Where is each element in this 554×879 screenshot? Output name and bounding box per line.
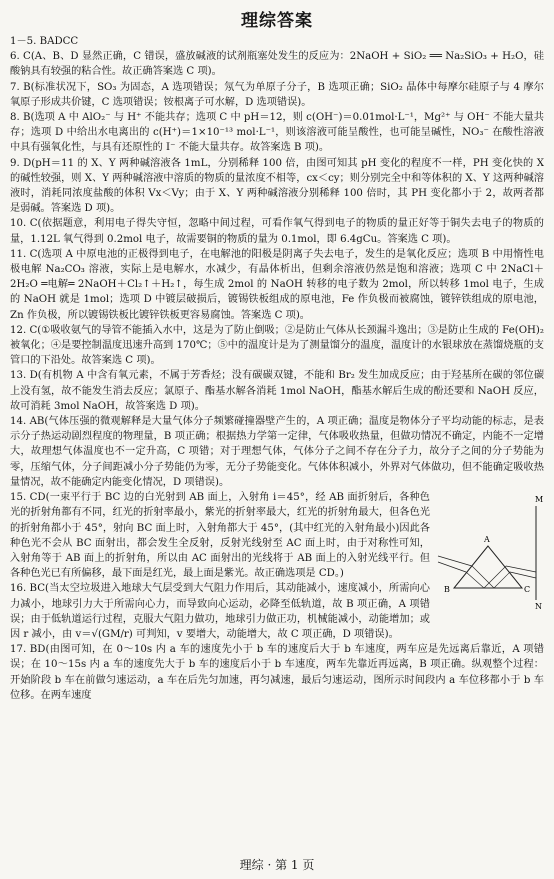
incident-ray-2: [438, 562, 466, 572]
exit-ray-2: [506, 566, 536, 572]
answer-17: 17. BD(由图可知，在 0～10s 内 a 车的速度先小于 b 车的速度后大于 b 车速度，两车应是先远离后靠近，A 项错误；在 10～15s 内 a 车的速度先大于 b 车的速度后小于 b 车速度，两车先靠近再远离，B 项正确。纵观整个过程：开始阶段 b 车在前做匀速运动，a 车在后先匀加速，再匀减速，最后匀速运动，图所示时间段内 a 车位移都小于 b 车位移。在两车速度: [10, 644, 544, 701]
figure-label-b: B: [444, 585, 450, 595]
figure-label-n: N: [535, 602, 542, 612]
figure-label-m: M: [535, 495, 544, 505]
page-title: 理综答案: [241, 11, 313, 31]
answer-16: 16. BC(当太空垃圾进入地球大气层受到大气阻力作用后，其动能减小，速度减小，所需向心力减小，地球引力大于所需向心力，而导致向心运动，必降至低轨道，故 B 项正确，A 项错误；由于低轨道运行过程，克服大气阻力做功，地球引力做正功，机械能减小，动能增加；或因 r 减小，由 v＝√(GM/r) 可判知，v 要增大，动能增大，故 C 项正确，D 项错误)。: [10, 583, 430, 640]
answer-11: 11. C(选项 A 中原电池的正极得到电子，在电解池的阳极是阴离子失去电子，发生的是氧化反应；选项 B 中用惰性电极电解 Na₂CO₃ 溶液，实际上是电解水，水减少，有晶体析出，但剩余溶液仍然是饱和溶液；选项 C 中 2NaCl＋2H₂O ═电解═ 2NaOH＋Cl₂↑＋H₂↑，每生成 2mol 的 NaOH 转移的电子数为 2mol，所以转移 1mol 电子，生成的 NaOH 就是 1mol；选项 D 中镀层破损后，镀锡铁板组成的原电池，Fe 作负极而被腐蚀，镀锌铁组成的原电池，Zn 作负极，所以镀锡铁板比镀锌铁板更容易腐蚀。答案选 C 项)。: [10, 248, 544, 321]
answer-15: 15. CD(一束平行于 BC 边的白光射到 AB 面上，入射角 i＝45°，经 AB 面折射后，各种色光的折射角都有不同，红光的折射率最小，紫光的折射率最大，红光的折射角最大，但各色光的折射角都小于 45°，射向 BC 面上时，入射角都大于 45°，(其中红光的入射角最小)因此各种色光不会从 BC 面射出，都会发生全反射，反射光线射至 AC 面上时，由于对称性可知，入射角等于 AB 面上的折射角，所以由 AC 面射出的光线将于 AB 面上的入射光线平行。但各种色光已有所偏移，最下面是红光，最上面是紫光。故正确选项是 CD。): [10, 492, 430, 580]
answer-9: 9. D(pH＝11 的 X、Y 两种碱溶液各 1mL，分别稀释 100 倍，由图可知其 pH 变化的程度不一样，PH 变化快的 X 的碱性较强，则 X、Y 两种碱溶液中溶质的物质的量浓度不相等，cx＜cy；则分别完全中和等体积的 X、Y 这两种碱溶液时，消耗同浓度盐酸的体积 Vx＜Vy；由于 X、Y 两种碱溶液分别稀释 100 倍时，其 PH 变化都小于 2，故两者都是弱碱。答案选 D 项)。: [10, 157, 544, 215]
answer-12: 12. C(①吸收氨气的导管不能插入水中，这是为了防止倒吸；②是防止气体从长颈漏斗逸出；③是防止生成的 Fe(OH)₂ 被氧化；④是要控制温度迅速升高到 170℃；⑤中的温度计是为了测量馏分的温度，温度计的水银球放在蒸馏烧瓶的支管口的下沿处。故答案选 C 项)。: [10, 324, 544, 367]
answer-6: 6. C(A、B、D 显然正确，C 错误，盛放碱液的试剂瓶塞处发生的反应为：2NaOH + SiO₂ ══ Na₂SiO₃ + H₂O，硅酸钠具有较强的粘合性。故正确答案选 C 项)。: [10, 51, 544, 78]
answer-10: 10. C(依据题意，利用电子得失守恒，忽略中间过程，可看作氧气得到电子的物质的量正好等于铜失去电子的物质的量，1.12L 氧气得到 0.2mol 电子，故需要铜的物质的量为 0.1mol，即 6.4gCu。答案选 C 项)。: [10, 218, 544, 245]
answer-13: 13. D(有机物 A 中含有氧元素，不属于芳香烃；没有碳碳双键，不能和 Br₂ 发生加成反应；由于羟基所在碳的邻位碳上没有氢，故不能发生消去反应；氯原子、酯基水解各消耗 1mol NaOH，酯基水解后生成的酚还要和 NaOH 反应，故可消耗 3mol NaOH，故答案选 D 项)。: [10, 370, 544, 412]
reflected-ray-2: [484, 566, 506, 588]
exit-ray-1: [510, 572, 536, 578]
incident-ray-1: [438, 556, 472, 566]
prism-figure: [436, 492, 544, 612]
refracted-ray-2: [466, 572, 484, 588]
answer-body: [10, 34, 544, 703]
answer-7: 7. B(标准状况下，SO₃ 为固态，A 选项错误；氖气为单原子分子，B 选项正确；SiO₂ 晶体中每摩尔硅原子与 4 摩尔氧原子形成共价键，C 选项错误；铵根离子可水解，D 选项错误)。: [10, 81, 544, 108]
answer-14: 14. AB(气体压强的微观解释是大量气体分子频繁碰撞器壁产生的，A 项正确；温度是物体分子平均动能的标志，是表示分子热运动剧烈程度的物理量，B 项正确；根据热力学第一定律，气体吸收热量，但做功情况不确定，内能不一定增大，故理想气体温度也不一定升高，C 项错；对于理想气体，气体分子之间不存在分子力，故分子之间的分子势能为零，压缩气体，分子间距减小分子势能仍为零，无分子势能变化。气体体积减小，外界对气体做功，但不能确定吸收热量情况，故不能确定内能变化情况，D 项错误)。: [10, 416, 544, 488]
figure-label-c: C: [524, 585, 531, 595]
page-footer: 理综 · 第 1 页: [239, 858, 315, 872]
answer-1-5: 1－5. BADCC: [10, 36, 79, 47]
answer-8: 8. B(选项 A 中 AlO₂⁻ 与 H⁺ 不能共存；选项 C 中 pH＝12，则 c(OH⁻)＝0.01mol·L⁻¹，Mg²⁺ 与 OH⁻ 不能大量共存；选项 D 中给出水电离出的 c(H⁺)＝1×10⁻¹³ mol·L⁻¹，则该溶液可能呈酸性，也可能呈碱性，NO₃⁻ 在酸性溶液中具有强氧化性，与具有还原性的 I⁻ 不能大量共存。故答案选 B 项)。: [10, 112, 544, 154]
refracted-ray-1: [472, 566, 494, 588]
reflected-ray-1: [494, 572, 510, 588]
figure-label-a: A: [484, 535, 490, 545]
